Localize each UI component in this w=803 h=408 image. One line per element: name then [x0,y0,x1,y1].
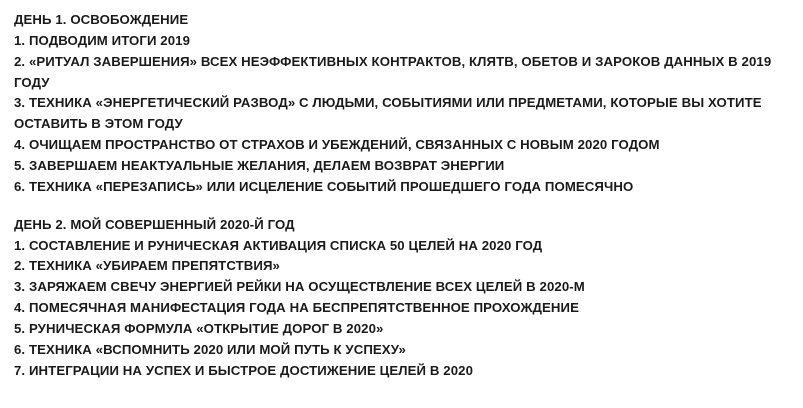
day-1-heading: ДЕНЬ 1. ОСВОБОЖДЕНИЕ [14,12,189,27]
day-block-1 [14,10,789,198]
day-1-item-1: 1. ПОДВОДИМ ИТОГИ 2019 [14,32,191,48]
day-2-heading: ДЕНЬ 2. МОЙ СОВЕРШЕННЫЙ 2020-Й ГОД [14,216,295,232]
day-2-item-6: 6. ТЕХНИКА «ВСПОМНИТЬ 2020 ИЛИ МОЙ ПУТЬ К УСПЕХУ» [14,341,406,357]
day-2-item-2: 2. ТЕХНИКА «УБИРАЕМ ПРЕПЯТСТВИЯ» [14,258,280,274]
day-1-item-6: 6. ТЕХНИКА «ПЕРЕЗАПИСЬ» ИЛИ ИСЦЕЛЕНИЕ СОБЫТИЙ ПРОШЕДШЕГО ГОДА ПОМЕСЯЧНО [14,178,634,194]
day-block-2 [14,215,789,382]
day-1-item-4: 4. ОЧИЩАЕМ ПРОСТРАНСТВО ОТ СТРАХОВ И УБЕЖДЕНИЙ, СВЯЗАННЫХ С НОВЫМ 2020 ГОДОМ [14,137,660,153]
day-2-item-1: 1. СОСТАВЛЕНИЕ И РУНИЧЕСКАЯ АКТИВАЦИЯ СПИСКА 50 ЦЕЛЕЙ НА 2020 ГОД [14,237,543,253]
day-2-item-5: 5. РУНИЧЕСКАЯ ФОРМУЛА «ОТКРЫТИЕ ДОРОГ В 2020» [14,321,384,337]
day-2-item-4: 4. ПОМЕСЯЧНАЯ МАНИФЕСТАЦИЯ ГОДА НА БЕСПРЕПЯТСТВЕННОЕ ПРОХОЖДЕНИЕ [14,300,579,316]
day-2-item-3: 3. ЗАРЯЖАЕМ СВЕЧУ ЭНЕРГИЕЙ РЕЙКИ НА ОСУЩЕСТВЛЕНИЕ ВСЕХ ЦЕЛЕЙ В 2020-М [14,279,585,295]
day-1-item-2: 2. «РИТУАЛ ЗАВЕРШЕНИЯ» ВСЕХ НЕЭФФЕКТИВНЫХ КОНТРАКТОВ, КЛЯТВ, ОБЕТОВ И ЗАРОКОВ ДАННЫХ В 2019 ГОДУ [14,53,772,90]
day-1-item-5: 5. ЗАВЕРШАЕМ НЕАКТУАЛЬНЫЕ ЖЕЛАНИЯ, ДЕЛАЕМ ВОЗВРАТ ЭНЕРГИИ [14,158,505,174]
day-1-item-3: 3. ТЕХНИКА «ЭНЕРГЕТИЧЕСКИЙ РАЗВОД» С ЛЮДЬМИ, СОБЫТИЯМИ ИЛИ ПРЕДМЕТАМИ, КОТОРЫЕ ВЫ ХОТИТЕ ОСТАВИТЬ В ЭТОМ ГОДУ [14,95,762,132]
day-2-item-7: 7. ИНТЕГРАЦИИ НА УСПЕХ И БЫСТРОЕ ДОСТИЖЕНИЕ ЦЕЛЕЙ В 2020 [14,362,474,378]
